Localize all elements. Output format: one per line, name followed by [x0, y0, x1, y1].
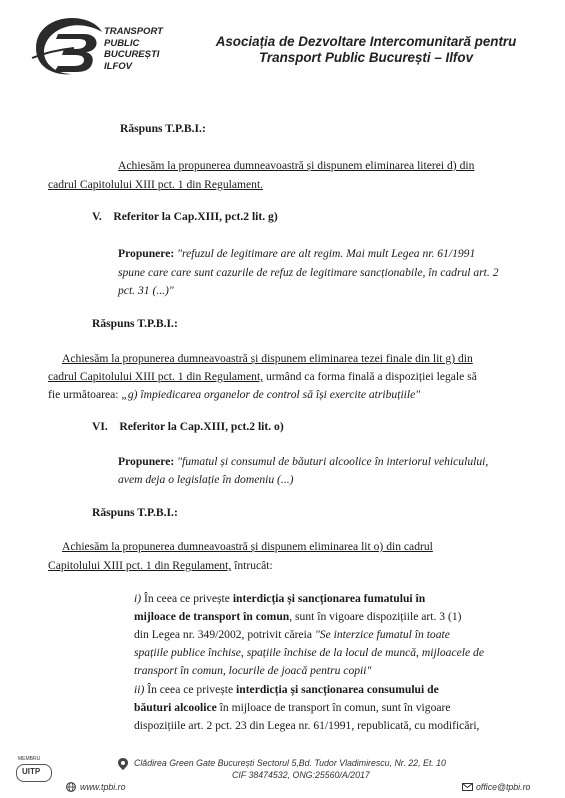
item-ii-bold-2: băuturi alcoolice [134, 701, 217, 714]
proposal-text: "refuzul de legitimare are alt regim. Mai mult Legea nr. 61/1991 [174, 247, 476, 260]
response-1-line-1: Achiesăm la propunerea dumneavoastră și dispunem eliminarea literei d) din [118, 159, 475, 172]
item-i-line-3 [134, 626, 450, 644]
section-vi-number: VI. [92, 420, 108, 433]
logo-line: PUBLIC [104, 37, 140, 49]
item-i-text: În ceea ce privește [143, 592, 233, 605]
item-i-quote: "Se interzice fumatul în toate [314, 628, 450, 641]
mail-icon [462, 783, 473, 793]
item-i-bold-2: mijloace de transport în comun [134, 610, 290, 623]
footer-address: Clădirea Green Gate București Sectorul 5,Bd. Tudor Vladimirescu, Nr. 22, Et. 10 [134, 758, 446, 768]
response-2-prefix: fie următoarea: [48, 388, 122, 401]
logo-wordmark [104, 26, 163, 72]
proposal-v-line-2: spune care care sunt cazurile de refuz de legitimare sancționabile, în cadrul art. 2 [118, 266, 499, 279]
proposal-vi-line-2: avem deja o legislație în domeniu (...) [118, 473, 294, 486]
section-vi-title: Referitor la Cap.XIII, pct.2 lit. o) [119, 420, 284, 433]
item-i-line-1 [134, 590, 425, 608]
tpbi-logo [28, 14, 104, 78]
section-v-heading [92, 210, 278, 223]
logo-line: TRANSPORT [104, 26, 163, 37]
globe-icon [66, 782, 76, 794]
proposal-label: Propunere: [118, 247, 175, 260]
proposal-vi-line-1 [118, 453, 488, 471]
item-i-line-2 [134, 608, 461, 626]
logo-line: ILFOV [104, 60, 132, 72]
item-i-marker: i) [134, 592, 144, 605]
item-ii-text: În ceea ce privește [147, 683, 237, 696]
item-i-line-5: transport în comun, locurile de joacă pentru copii" [134, 664, 372, 677]
response-2-line-1: Achiesăm la propunerea dumneavoastră și dispunem eliminarea tezei finale din lit g) din [62, 352, 473, 365]
uitp-badge-text: UITP [22, 767, 41, 776]
org-line-1: Asociația de Dezvoltare Intercomunitară pentru [215, 34, 517, 49]
proposal-v-line-3: pct. 31 (...)" [118, 284, 174, 297]
footer-cif: CIF 38474532, ONG:25560/A/2017 [232, 770, 370, 780]
response-3-line-1: Achiesăm la propunerea dumneavoastră și dispunem eliminarea lit o) din cadrul [62, 540, 433, 553]
section-v-number: V. [92, 210, 102, 223]
item-ii-line-2 [134, 699, 451, 717]
item-i-line-4: spațiile publice închise, spațiile închise de la locul de muncă, mijloacele de [134, 646, 484, 659]
response-3-line-2 [48, 557, 273, 575]
response-2-quote: „g) împiedicarea organelor de control să își exercite atribuțiile" [121, 388, 421, 401]
response-3-underlined: Capitolului XIII pct. 1 din Regulament, [48, 559, 232, 572]
item-i-bold: interdicția și sancționarea fumatului în [232, 592, 426, 605]
item-i-text-3: din Legea nr. 349/2002, potrivit căreia [134, 628, 315, 641]
response-2-line-3 [48, 386, 420, 404]
footer-website-link[interactable]: www.tpbi.ro [80, 782, 126, 792]
proposal-label: Propunere: [118, 455, 175, 468]
proposal-text: "fumatul și consumul de băuturi alcoolice în interiorul vehiculului, [174, 455, 489, 468]
uitp-badge-top: MEMBRU [18, 756, 41, 762]
proposal-v-line-1 [118, 245, 528, 263]
response-2-underlined: cadrul Capitolului XIII pct. 1 din Regulament, [48, 370, 264, 383]
tpbi-logo-icon [28, 14, 104, 78]
logo-line: BUCUREȘTI [104, 49, 160, 60]
item-i-text-2: , sunt în vigoare dispozițiile art. 3 (1) [289, 610, 462, 623]
section-v-title: Referitor la Cap.XIII, pct.2 lit. g) [113, 210, 278, 223]
response-2-line-2 [48, 368, 477, 386]
item-ii-marker: ii) [134, 683, 148, 696]
response-heading-1: Răspuns T.P.B.I.: [120, 122, 206, 135]
response-2-rest: urmând ca forma finală a dispoziției legale să [263, 370, 477, 383]
item-ii-bold: interdicția și sancționarea consumului de [236, 683, 439, 696]
item-ii-line-1 [134, 681, 439, 699]
organization-name [196, 34, 536, 66]
location-pin-icon [118, 758, 128, 772]
item-ii-line-3: dispozițiile art. 2 pct. 23 din Legea nr. 61/1991, republicată, cu modificări, [134, 719, 480, 732]
item-ii-text-2: în mijloace de transport în comun, sunt în vigoare [216, 701, 451, 714]
org-line-2: Transport Public București – Ilfov [258, 50, 474, 65]
response-heading-2: Răspuns T.P.B.I.: [92, 317, 178, 330]
uitp-badge [14, 756, 54, 786]
response-heading-3: Răspuns T.P.B.I.: [92, 506, 178, 519]
response-3-rest: întrucât: [231, 559, 273, 572]
section-vi-heading [92, 420, 284, 433]
footer-email-link[interactable]: office@tpbi.ro [476, 782, 531, 792]
response-1-line-2: cadrul Capitolului XIII pct. 1 din Regulament. [48, 178, 264, 191]
